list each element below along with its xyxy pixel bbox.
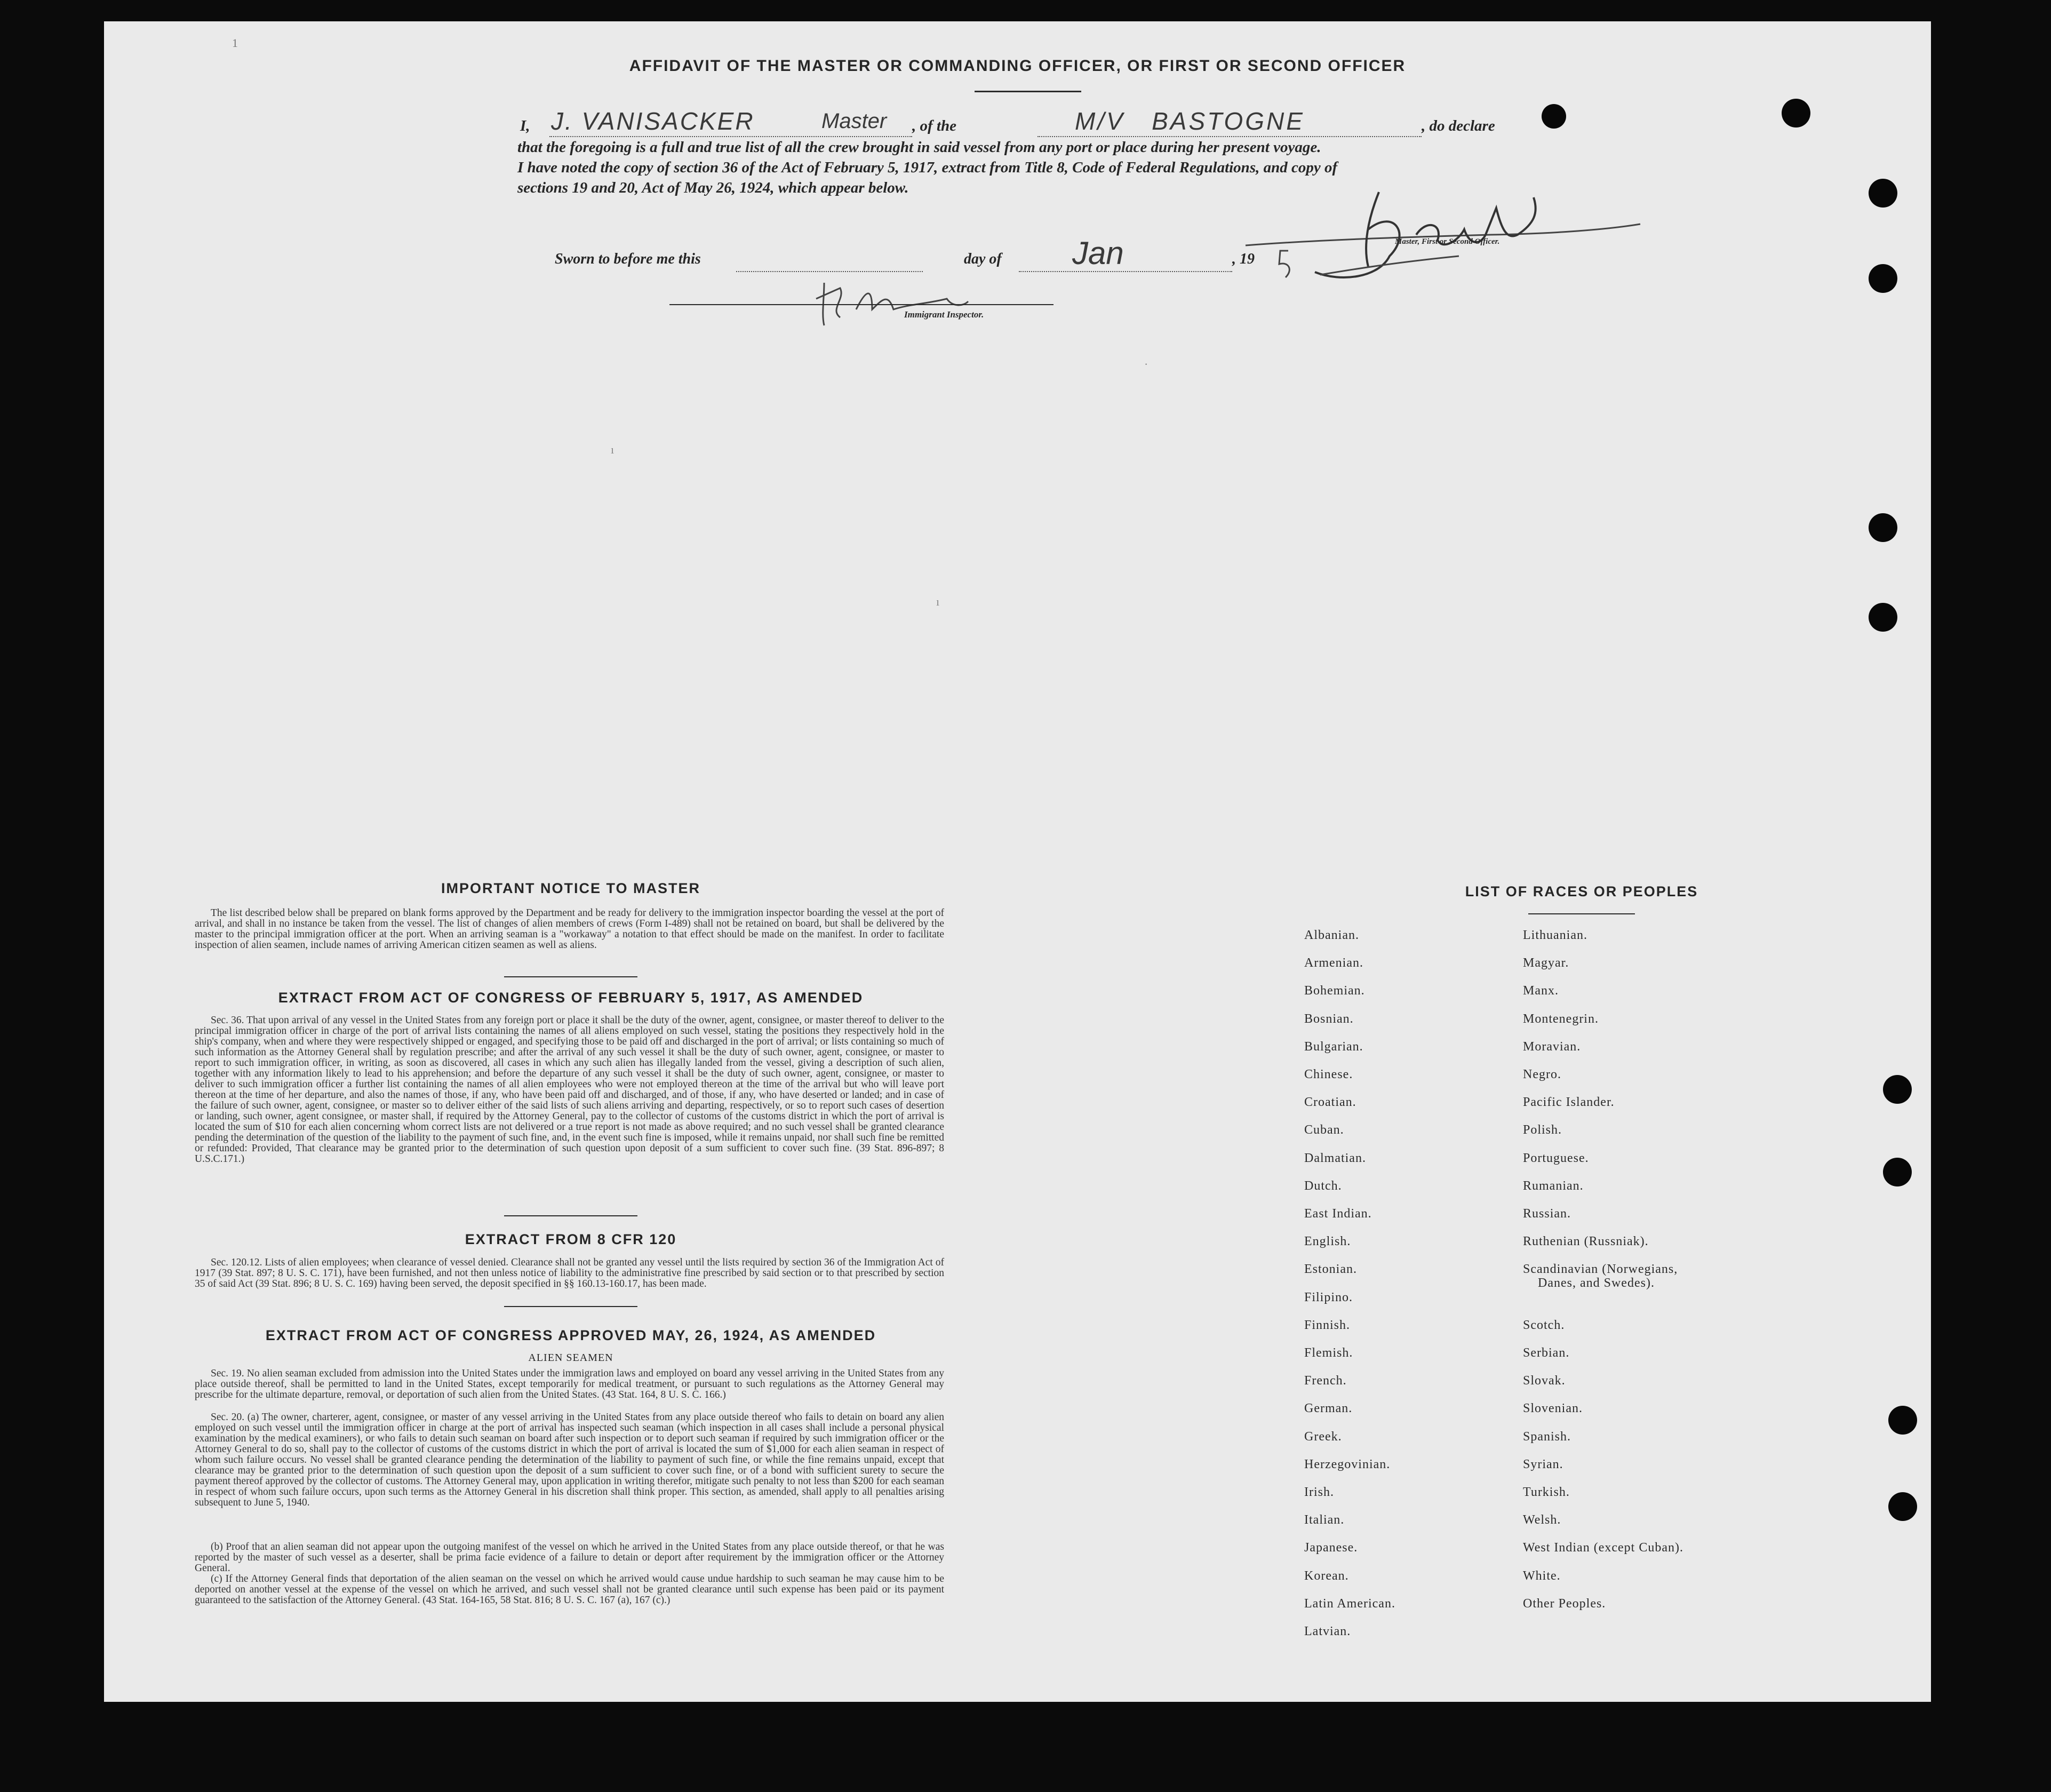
sec-20c-body: (c) If the Attorney General finds that deportation of the alien seaman on the vessel on which he arrived would cause undue hardship to such seaman he may cause him to be deported on another vessel at the expense of the vessel on which he arrived, and such vessel shall not be granted clearance until such expense has been paid or its payment guaranteed to the satisfaction of the Attorney General. (43 Stat. 164-165, 58 Stat. 816; 8 U. S. C. 167 (a), 167 (c).) [195, 1573, 944, 1606]
page-number: 1 [232, 36, 238, 50]
faint-mark: · [1144, 357, 1148, 371]
vessel-name: M/V BASTOGNE [1075, 107, 1305, 135]
extract-cfr-heading: EXTRACT FROM 8 CFR 120 [465, 1231, 677, 1247]
race-item: Finnish. [1304, 1318, 1351, 1332]
do-declare-text: , do declare [1422, 117, 1495, 134]
year-prefix: , 19 [1232, 251, 1255, 267]
race-item: Manx. [1523, 984, 1559, 998]
race-item: Armenian. [1304, 956, 1363, 970]
race-item: White. [1523, 1568, 1561, 1583]
race-item: Scandinavian (Norwegians, Danes, and Swedes). [1523, 1262, 1678, 1291]
race-item: Other Peoples. [1523, 1596, 1606, 1611]
extract-cfr-body: Sec. 120.12. Lists of alien employees; when clearance of vessel denied. Clearance shall not be granted any vessel until the lists required by section 36 of the Immigration Act of 1917 (39 Stat. 897; 8 U. S. C. 171), have been furnished, and not then unless notice of liability to the administrative fine prescribed by said section or to that prescribed by section 35 of said Act (39 Stat. 896; 8 U. S. C. 169) having been served, the deposit specified in §§ 160.13-160.17, has been made. [195, 1257, 944, 1289]
race-item: Bosnian. [1304, 1012, 1354, 1026]
affidavit-line-3: I have noted the copy of section 36 of the Act of February 5, 1917, extract from Title 8, Code of Federal Regulations, and copy of [517, 159, 1338, 176]
faint-mark: ı [936, 595, 940, 608]
race-item: German. [1304, 1401, 1353, 1416]
race-item: West Indian (except Cuban). [1523, 1541, 1683, 1555]
race-item: Korean. [1304, 1568, 1349, 1583]
race-item: Cuban. [1304, 1123, 1344, 1137]
extract-1917-rule [504, 1215, 637, 1216]
race-item: Flemish. [1304, 1346, 1353, 1360]
race-item: Ruthenian (Russniak). [1523, 1235, 1649, 1249]
race-item: Serbian. [1523, 1346, 1570, 1360]
race-item: East Indian. [1304, 1207, 1372, 1221]
sworn-text: Sworn to before me this [555, 251, 701, 267]
race-item: French. [1304, 1374, 1347, 1388]
binder-hole [1888, 1492, 1917, 1521]
race-item: Scotch. [1523, 1318, 1565, 1332]
race-item: Magyar. [1523, 956, 1569, 970]
race-item: Greek. [1304, 1429, 1342, 1444]
race-item: Herzegovinian. [1304, 1457, 1391, 1471]
race-item: Croatian. [1304, 1095, 1356, 1110]
race-item: Latvian. [1304, 1624, 1351, 1638]
binder-hole [1869, 513, 1897, 542]
race-item: Irish. [1304, 1485, 1334, 1499]
faint-mark: ı [611, 443, 614, 456]
affidavit-line-2: that the foregoing is a full and true list of all the crew brought in said vessel from any port or place during her present voyage. [517, 139, 1321, 156]
race-item: Rumanian. [1523, 1178, 1584, 1193]
title-rule [975, 91, 1081, 92]
master-name-line [549, 136, 912, 137]
race-item: Polish. [1523, 1123, 1562, 1137]
binder-hole [1542, 104, 1566, 129]
race-item: Montenegrin. [1523, 1012, 1599, 1026]
vessel-name-line [1038, 136, 1422, 137]
races-rule [1528, 913, 1635, 914]
race-item: Pacific Islander. [1523, 1095, 1615, 1110]
race-item: Turkish. [1523, 1485, 1570, 1499]
race-item: Latin American. [1304, 1596, 1395, 1611]
race-item: Estonian. [1304, 1262, 1357, 1277]
extract-cfr-rule [504, 1306, 637, 1307]
race-item: Russian. [1523, 1207, 1571, 1221]
race-item: Chinese. [1304, 1068, 1353, 1081]
affidavit-title: AFFIDAVIT OF THE MASTER OR COMMANDING OFFICER, OR FIRST OR SECOND OFFICER [629, 57, 1406, 75]
race-item: Syrian. [1523, 1457, 1563, 1471]
affidavit-i: I, [520, 117, 530, 134]
race-item: Filipino. [1304, 1290, 1353, 1304]
signature-caption: Master, First or Second Officer. [1395, 237, 1500, 246]
binder-hole [1883, 1075, 1912, 1104]
extract-1917-heading: EXTRACT FROM ACT OF CONGRESS OF FEBRUARY 5, 1917, AS AMENDED [278, 990, 864, 1006]
binder-hole [1869, 264, 1897, 293]
race-item: Spanish. [1523, 1429, 1571, 1444]
month-handwritten: Jan [1072, 235, 1124, 271]
form-sheet [104, 21, 1931, 1702]
inspector-rule [669, 304, 1054, 305]
race-item: Bulgarian. [1304, 1039, 1363, 1054]
binder-hole [1782, 99, 1810, 128]
race-item: Welsh. [1523, 1513, 1561, 1527]
race-item: Slovak. [1523, 1374, 1566, 1388]
year-handwritten [1270, 245, 1302, 283]
race-item: Moravian. [1523, 1039, 1581, 1054]
day-of-text: day of [964, 251, 1002, 267]
binder-hole [1869, 179, 1897, 208]
binder-hole [1883, 1158, 1912, 1186]
notice-heading: IMPORTANT NOTICE TO MASTER [441, 880, 700, 896]
race-item: Albanian. [1304, 928, 1359, 942]
race-item: Portuguese. [1523, 1151, 1589, 1165]
race-item: Dutch. [1304, 1178, 1342, 1193]
race-item: Japanese. [1304, 1541, 1358, 1555]
sec-20b-body: (b) Proof that an alien seaman did not appear upon the outgoing manifest of the vessel on which he arrived in the United States from any place outside thereof, or that he was reported by the master of such vessel as a deserter, shall be prima facie evidence of a failure to detain or deport after requirement by the immigration officer or the Attorney General. [195, 1541, 944, 1574]
inspector-caption: Immigrant Inspector. [904, 309, 984, 320]
notice-body: The list described below shall be prepared on blank forms approved by the Department and be ready for delivery to the immigration inspector boarding the vessel at the port of arrival, and shall in no instance be taken from the vessel. The list of changes of alien members of crews (Form I-489) shall not be retained on board, but shall be delivered by the master to the principal immigration officer at the port. When an arriving seaman is a "workaway" a notation to that effect should be made on the manifest. In order to facilitate inspection of alien seamen, include names of arriving American citizen seamen as well as aliens. [195, 907, 944, 951]
race-item: English. [1304, 1235, 1351, 1249]
master-title-handwritten: Master [821, 109, 887, 133]
race-item: Italian. [1304, 1513, 1345, 1527]
extract-1924-heading: EXTRACT FROM ACT OF CONGRESS APPROVED MAY, 26, 1924, AS AMENDED [265, 1327, 876, 1343]
affidavit-line-4: sections 19 and 20, Act of May 26, 1924, which appear below. [517, 179, 909, 196]
of-the-text: , of the [912, 117, 956, 134]
binder-hole [1888, 1406, 1917, 1435]
race-item: Slovenian. [1523, 1401, 1583, 1416]
sec-20a-body: Sec. 20. (a) The owner, charterer, agent, consignee, or master of any vessel arriving in the United States from any place outside thereof who fails to detain on board any alien employed on such vessel until the immigration officer in charge at the port of arrival has inspected such seaman (which inspection in all cases shall include a personal physical examination by the medical examiners), or who fails to detain such seaman on board after such inspection or to deport such seaman if required by such immigration officer or the Attorney General to do so, shall pay to the collector of customs of the customs district in which the port of arrival is located the sum of $1,000 for each alien seaman in respect of whom such failure occurs. No vessel shall be granted clearance pending the determination of the liability to payment of such fine, or while the fine remains unpaid, except that clearance may be granted prior to the determination of such question upon the deposit of a sum sufficient to cover such fine, or of a bond with sufficient surety to secure the payment thereof approved by the collector of customs. The Attorney General may, upon application in writing therefor, mitigate such penalty to not less than $200 for each seaman in respect of whom such failure occurs, upon such terms as the Attorney General in his discretion shall think proper. This section, as amended, shall apply to all penalties arising subsequent to June 5, 1940. [195, 1412, 944, 1508]
extract-1917-body: Sec. 36. That upon arrival of any vessel in the United States from any foreign port or place it shall be the duty of the owner, agent, consignee, or master thereof to deliver to the principal immigration officer in charge of the port of arrival lists containing the names of all aliens employed on such vessel, stating the positions they respectively hold in the ship's company, when and where they were respectively shipped or engaged, and specifying those to be paid off and discharged in the port of arrival; or lists containing so much of such information as the Attorney General shall by regulation prescribe; and after the arrival of any such vessel it shall be the duty of such owner, agent, consignee, or master to report to such immigration officer, in writing, as soon as discovered, all cases in which any such alien has illegally landed from the vessel, giving a description of such alien, together with any information likely to lead to his apprehension; and before the departure of any such vessel it shall be the duty of such owner, agent, consignee, or master to deliver to such immigration officer a further list containing the names of all alien employees who were not employed thereon at the time of the arrival but who will leave port thereon at the time of her departure, and also the names of those, if any, who have been paid off and discharged, and of those, if any, who have deserted or landed; and in case of the failure of such owner, agent, consignee, or master so to deliver either of the said lists of such aliens arriving and departing, respectively, or so to report such cases of desertion or landing, such owner, agent consignee, or master shall, if required by the Attorney General, pay to the collector of customs of the customs district in which the port of arrival is located the sum of $10 for each alien concerning whom correct lists are not delivered or a true report is not made as above required; and no such vessel shall be granted clearance pending the determination of the question of the liability to the payment of such fine, and, in the event such fine is imposed, while it remains unpaid, nor shall such fine be remitted or refunded: Provided, That clearance may be granted prior to the determination of such question upon deposit of a sum sufficient to cover such fine. (39 Stat. 896-897; 8 U.S.C.171.) [195, 1015, 944, 1165]
notice-rule [504, 976, 637, 977]
sec-19-body: Sec. 19. No alien seaman excluded from admission into the United States under the immigration laws and employed on board any vessel arriving in the United States from any place outside thereof, shall be permitted to land in the United States, except temporarily for medical treatment, or pursuant to such regulations as the Attorney General may prescribe for the ultimate departure, removal, or deportation of such alien from the United States. (43 Stat. 164, 8 U. S. C. 166.) [195, 1368, 944, 1400]
sworn-month-line [1019, 271, 1232, 272]
races-heading: LIST OF RACES OR PEOPLES [1465, 883, 1698, 899]
inspector-signature [808, 267, 1032, 331]
race-item: Lithuanian. [1523, 928, 1587, 942]
binder-hole [1869, 603, 1897, 632]
master-name: J. VANISACKER [551, 107, 755, 135]
alien-seamen-subheading: ALIEN SEAMEN [528, 1352, 613, 1364]
race-item: Dalmatian. [1304, 1151, 1366, 1165]
race-item: Bohemian. [1304, 984, 1365, 998]
race-item: Negro. [1523, 1068, 1561, 1081]
